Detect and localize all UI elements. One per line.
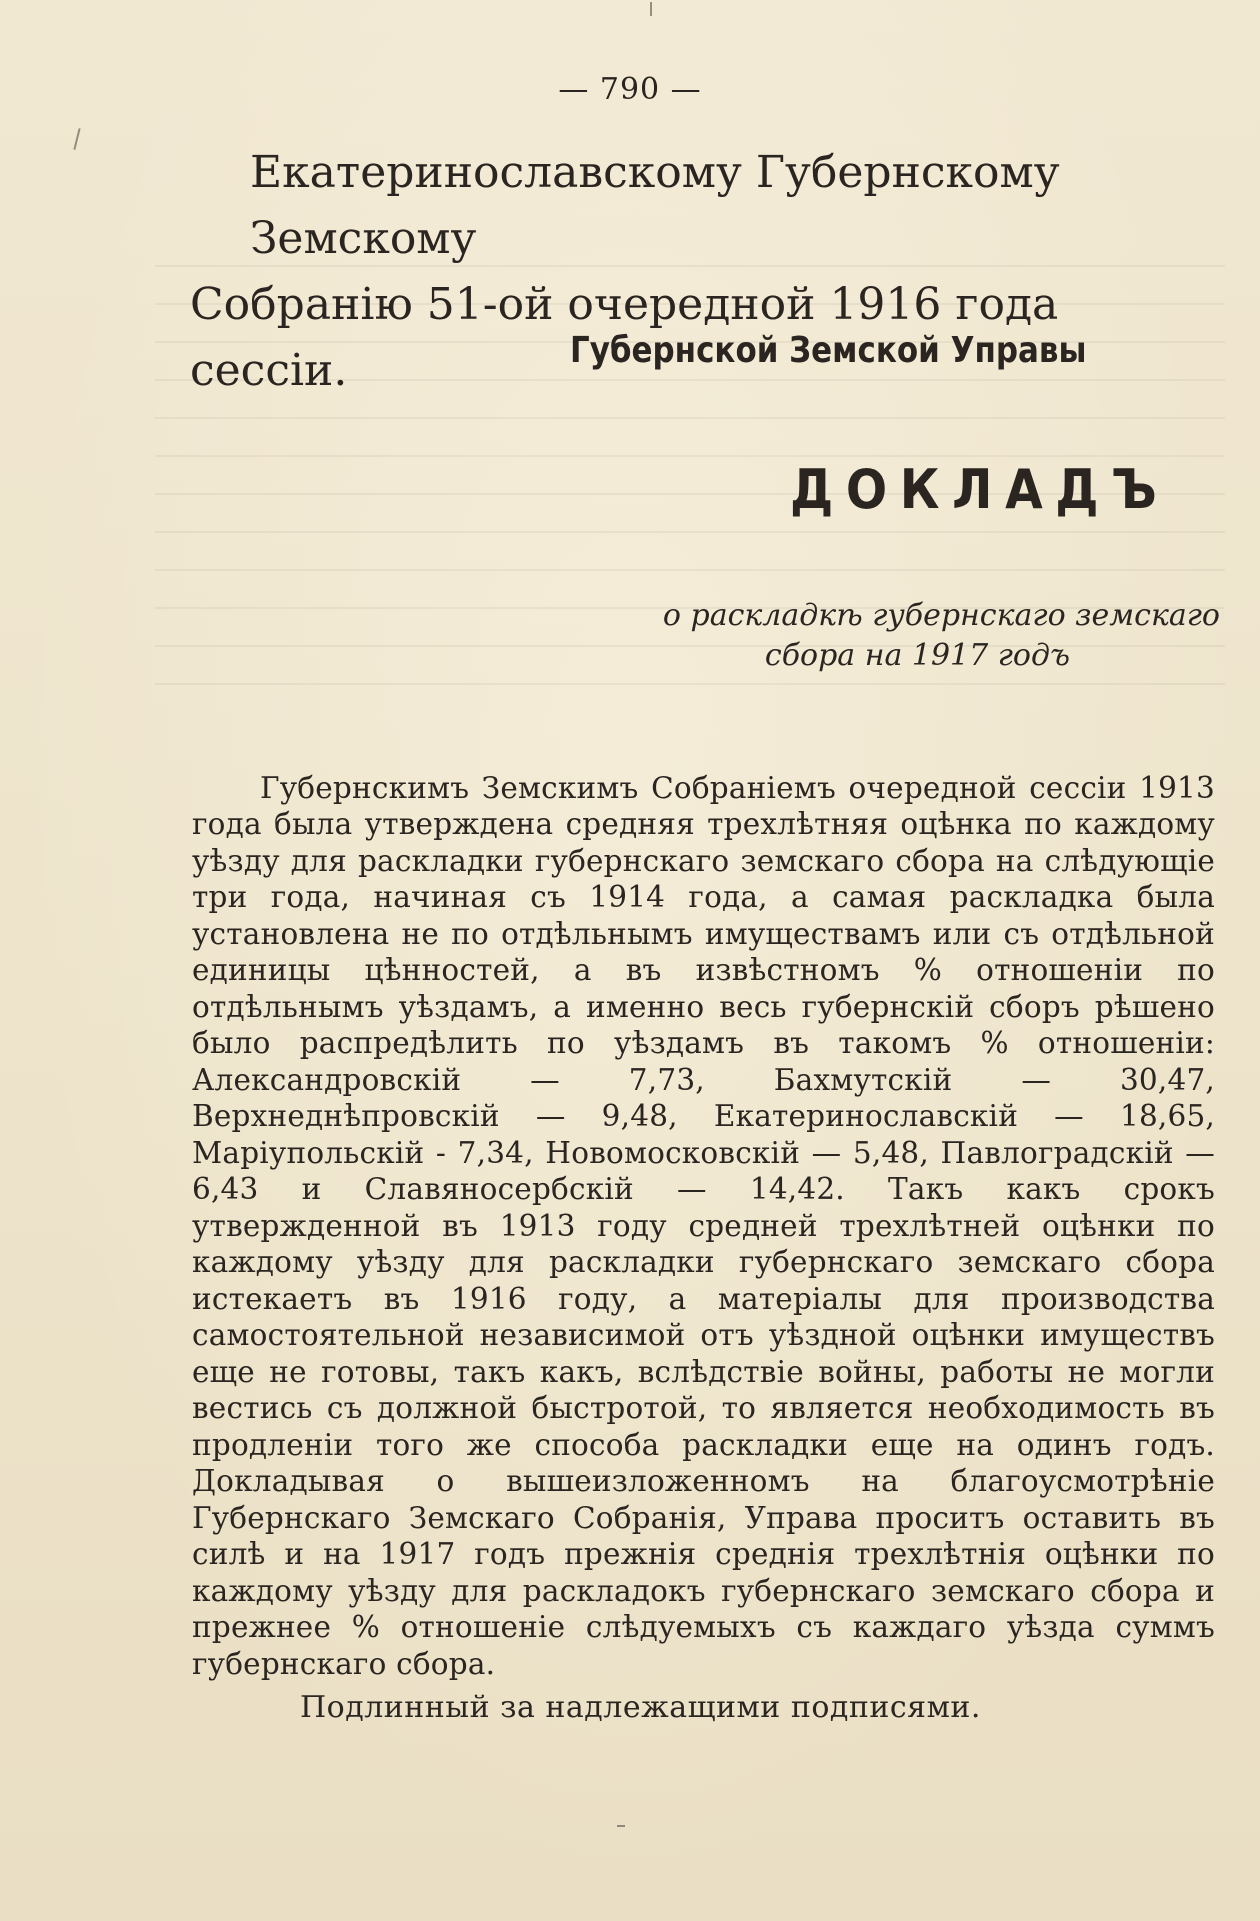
document-title: ДОКЛАДЪ	[790, 458, 1170, 521]
scan-speck-mark	[617, 1825, 625, 1827]
issuer-heading: Губернской Земской Управы	[570, 330, 1087, 371]
subject-line-2: сбора на 1917 годъ	[764, 638, 1070, 673]
scan-speck-mark	[73, 128, 80, 150]
scan-speck-mark	[650, 2, 652, 16]
page-number: — 790 —	[558, 72, 702, 107]
addressee-line-1: Екатеринославскому Губернскому Земскому	[250, 147, 1060, 264]
subject-line-1: о раскладкѣ губернскаго земскаго	[662, 598, 1220, 633]
report-subject	[560, 596, 1220, 676]
signature-note: Подлинный за надлежащими подписями.	[300, 1690, 981, 1725]
report-body-paragraph: Губернскимъ Земскимъ Собраніемъ очередной сессіи 1913 года была утверждена средняя трехлѣтняя оцѣнка по каждому уѣзду для раскладки губернскаго земскаго сбора на слѣдующіе три года, начиная съ 1914 года, а самая раскладка была установлена не по отдѣльнымъ имуществамъ или съ отдѣльной единицы цѣнностей, а въ извѣстномъ % отношеніи по отдѣльнымъ уѣздамъ, а именно весь губернскій сборъ рѣшено было распредѣлить по уѣздамъ въ такомъ % отношеніи: Александровскій — 7,73, Бахмутскій — 30,47, Верхнеднѣпровскій — 9,48, Екатеринославскій — 18,65, Маріупольскій - 7,34, Новомосковскій — 5,48, Павлоградскій — 6,43 и Славяносербскій — 14,42. Такъ какъ срокъ утвержденной въ 1913 году средней трехлѣтней оцѣнки по каждому уѣзду для раскладки губернскаго земскаго сбора истекаетъ въ 1916 году, а матеріалы для производства самостоятельной независимой отъ уѣздной оцѣнки имуществъ еще не готовы, такъ какъ, вслѣдствіе войны, работы не могли вестись съ должной быстротой, то является необходимость въ продленіи того же способа раскладки еще на одинъ годъ. Докладывая о вышеизложенномъ на благоусмотрѣніе Губернскаго Земскаго Собранія, Управа проситъ оставить въ силѣ и на 1917 годъ прежнія среднія трехлѣтнія оцѣнки по каждому уѣзду для раскладокъ губернскаго земскаго сбора и прежнее % отношеніе слѣдуемыхъ съ каждаго уѣзда суммъ губернскаго сбора.	[192, 770, 1215, 1681]
addressee-line-2: Собранію 51-ой очередной 1916 года сессіи.	[190, 279, 1059, 396]
